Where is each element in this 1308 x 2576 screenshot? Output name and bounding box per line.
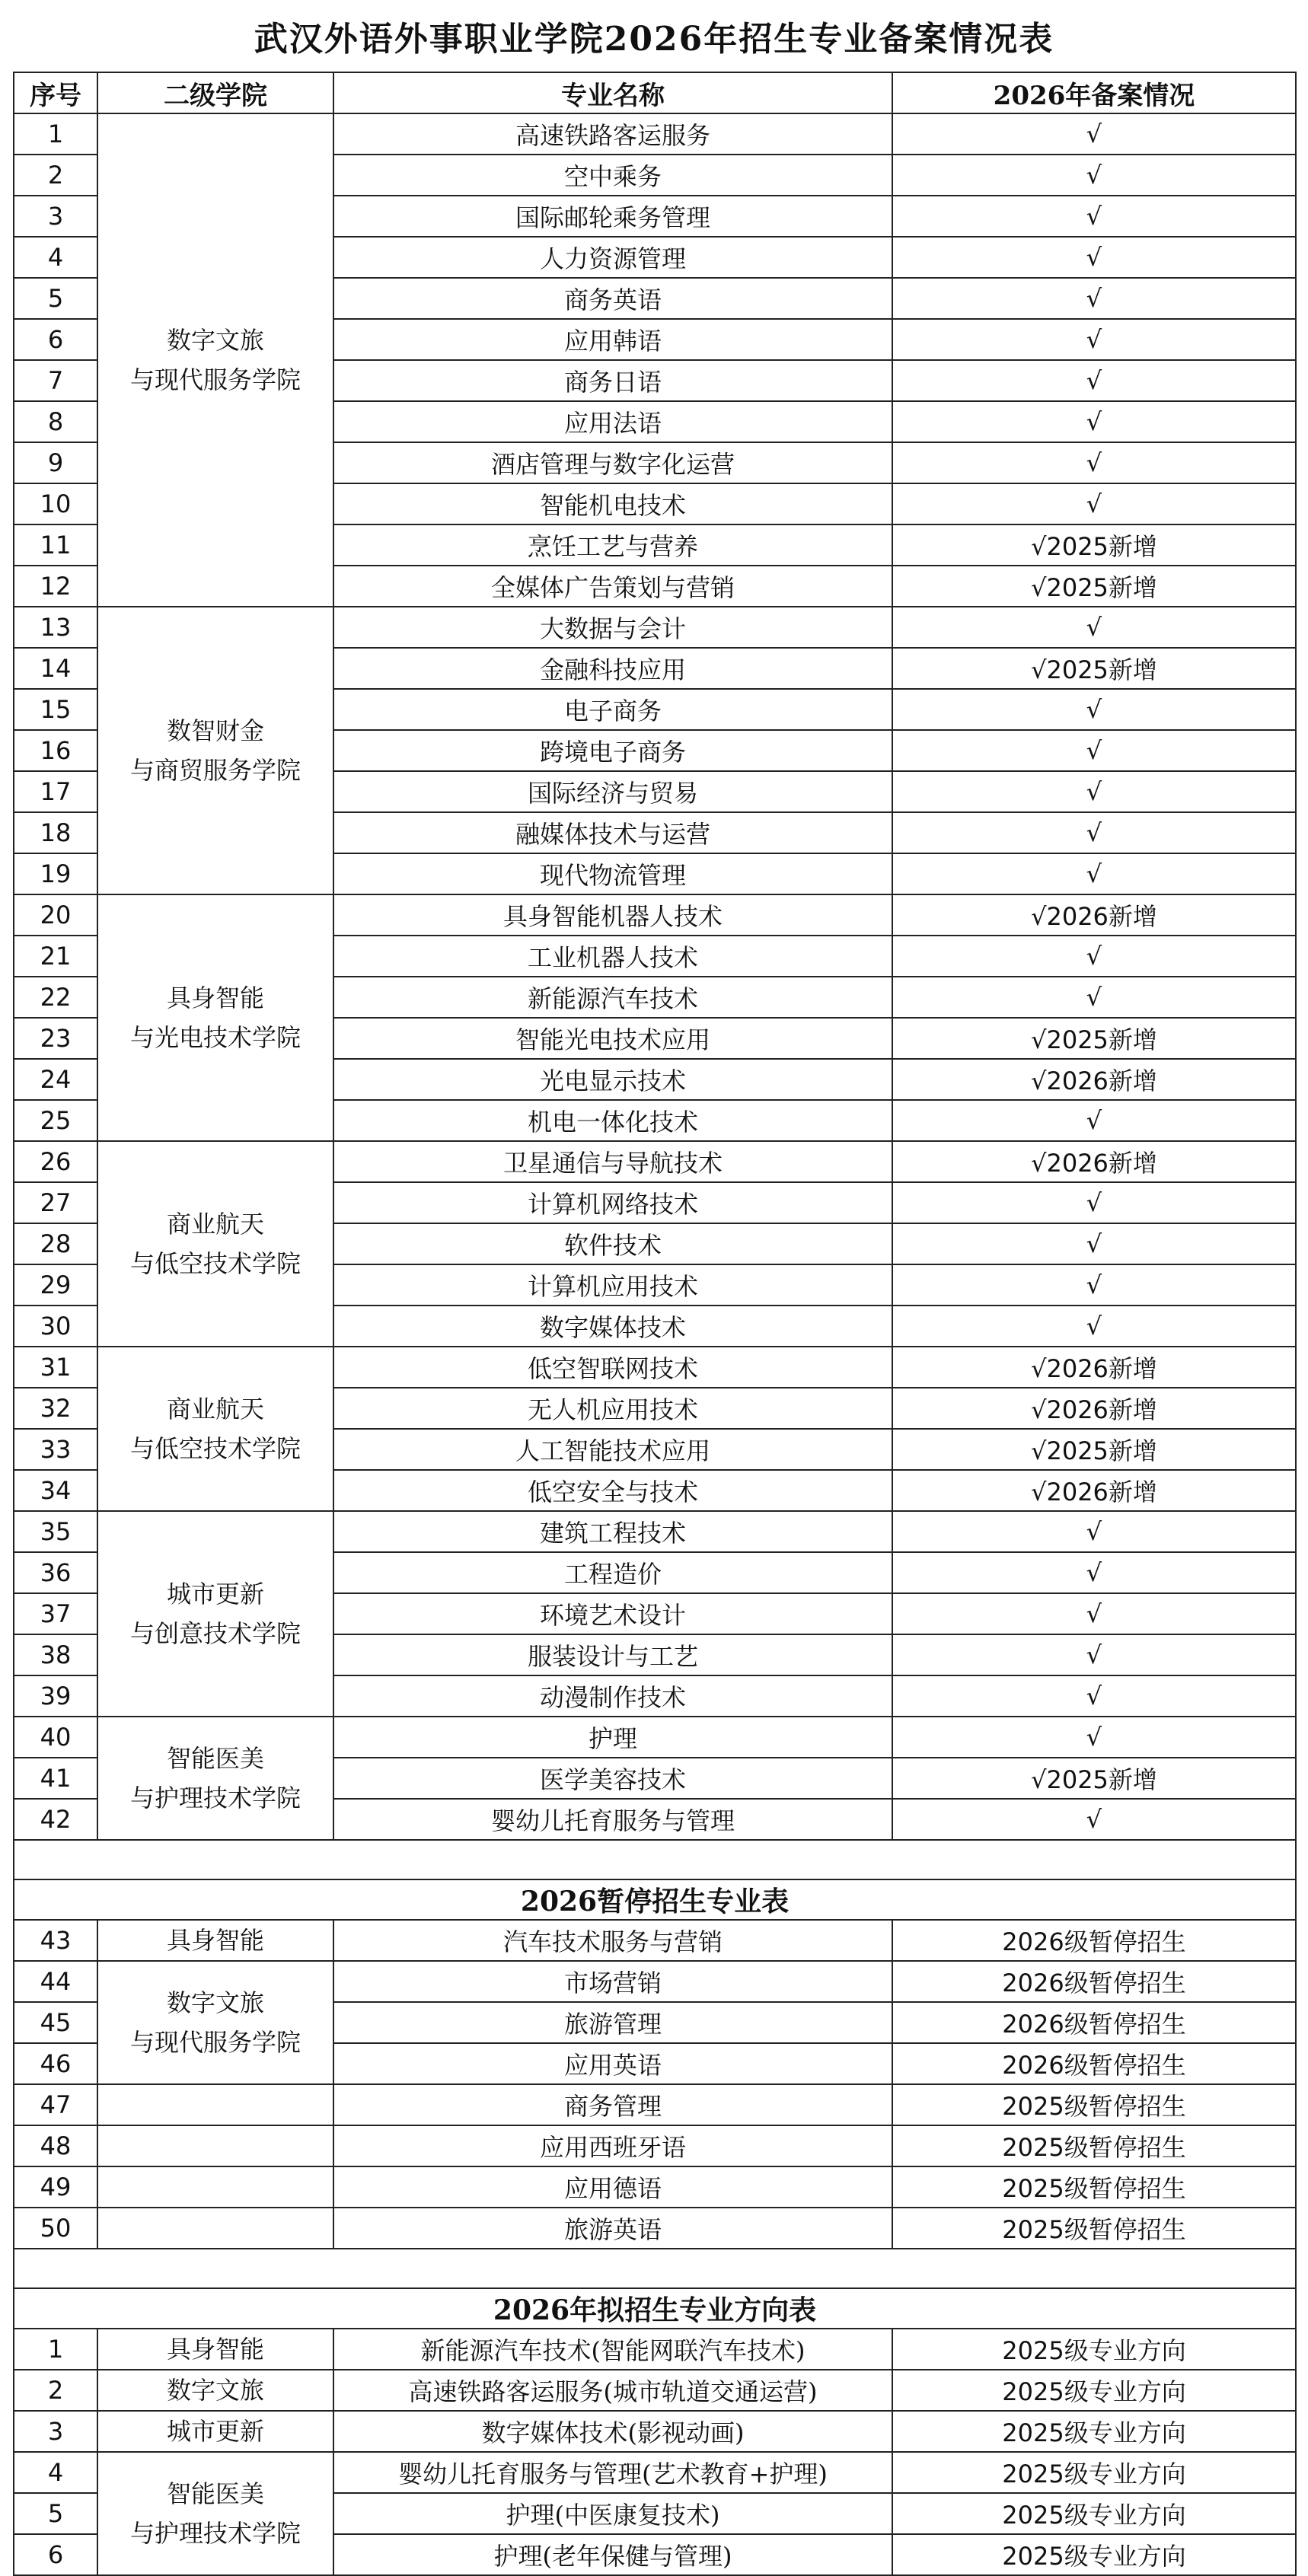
major-name: 现代物流管理: [333, 853, 892, 894]
table-row: [14, 607, 1296, 648]
filing-status: √: [892, 319, 1296, 360]
major-name: 建筑工程技术: [333, 1511, 892, 1552]
filing-status: 2025级专业方向: [892, 2493, 1296, 2534]
spacer-row: [14, 1840, 1296, 1879]
major-name: 高速铁路客运服务(城市轨道交通运营): [333, 2370, 892, 2411]
row-number: 4: [14, 2452, 97, 2493]
filing-status: √2026新增: [892, 1059, 1296, 1100]
row-number: 35: [14, 1511, 97, 1552]
major-name: 低空智联网技术: [333, 1347, 892, 1388]
row-number: 9: [14, 442, 97, 483]
filing-status: √: [892, 401, 1296, 442]
filing-status: √: [892, 1717, 1296, 1758]
row-number: 1: [14, 2329, 97, 2370]
college-cell: [97, 1511, 333, 1717]
filing-status: √: [892, 155, 1296, 196]
major-name: 人工智能技术应用: [333, 1429, 892, 1470]
row-number: 16: [14, 730, 97, 771]
majors-table: [13, 72, 1297, 2576]
filing-status: √2025新增: [892, 1758, 1296, 1799]
major-name: 旅游管理: [333, 2002, 892, 2043]
main-table-body: [14, 113, 1296, 1840]
row-number: 2: [14, 155, 97, 196]
filing-status: √: [892, 1264, 1296, 1306]
filing-status: √: [892, 936, 1296, 977]
row-number: 2: [14, 2370, 97, 2411]
row-number: 40: [14, 1717, 97, 1758]
major-name: 护理(老年保健与管理): [333, 2534, 892, 2575]
college-name-line: 智能医美: [166, 1744, 264, 1773]
table-row: [14, 1347, 1296, 1388]
major-name: 新能源汽车技术: [333, 977, 892, 1018]
row-number: 29: [14, 1264, 97, 1306]
filing-status: √2025新增: [892, 1429, 1296, 1470]
college-name-line: 数字文旅: [166, 1988, 264, 2017]
college-cell: [97, 1347, 333, 1511]
row-number: 6: [14, 319, 97, 360]
filing-status: √: [892, 196, 1296, 237]
row-number: 45: [14, 2002, 97, 2043]
filing-status: √: [892, 853, 1296, 894]
major-name: 计算机应用技术: [333, 1264, 892, 1306]
table-row: [14, 894, 1296, 936]
filing-status: √2025新增: [892, 566, 1296, 607]
filing-status: √: [892, 1100, 1296, 1141]
filing-status: 2025级专业方向: [892, 2370, 1296, 2411]
table-row: [14, 2452, 1296, 2493]
row-number: 23: [14, 1018, 97, 1059]
filing-status: 2026级暂停招生: [892, 1961, 1296, 2002]
row-number: 20: [14, 894, 97, 936]
table-row: [14, 2084, 1296, 2125]
row-number: 41: [14, 1758, 97, 1799]
row-number: 39: [14, 1675, 97, 1717]
major-name: 融媒体技术与运营: [333, 812, 892, 853]
college-cell: [97, 2452, 333, 2575]
table-row: [14, 2208, 1296, 2249]
major-name: 智能机电技术: [333, 483, 892, 524]
college-cell: [97, 894, 333, 1141]
filing-status: 2025级暂停招生: [892, 2166, 1296, 2208]
filing-status: √: [892, 278, 1296, 319]
filing-status: 2026级暂停招生: [892, 2002, 1296, 2043]
filing-status: √2025新增: [892, 1018, 1296, 1059]
header-no: 序号: [14, 72, 97, 113]
college-cell: 数字文旅: [97, 2370, 333, 2411]
filing-status: √: [892, 113, 1296, 155]
table-row: [14, 2370, 1296, 2411]
major-name: 医学美容技术: [333, 1758, 892, 1799]
major-name: 应用韩语: [333, 319, 892, 360]
filing-status: 2025级专业方向: [892, 2534, 1296, 2575]
row-number: 46: [14, 2043, 97, 2084]
filing-status: √2025新增: [892, 524, 1296, 566]
college-name-line: 城市更新: [166, 1580, 264, 1608]
major-name: 软件技术: [333, 1223, 892, 1264]
major-name: 酒店管理与数字化运营: [333, 442, 892, 483]
filing-status: 2025级暂停招生: [892, 2208, 1296, 2249]
filing-status: √: [892, 1675, 1296, 1717]
filing-status: 2026级暂停招生: [892, 1920, 1296, 1961]
page-title: 武汉外语外事职业学院2026年招生专业备案情况表: [254, 20, 1054, 59]
major-name: 应用英语: [333, 2043, 892, 2084]
row-number: 24: [14, 1059, 97, 1100]
row-number: 44: [14, 1961, 97, 2002]
filing-status: 2025级专业方向: [892, 2329, 1296, 2370]
filing-status: √: [892, 360, 1296, 401]
major-name: 机电一体化技术: [333, 1100, 892, 1141]
header-status: 2026年备案情况: [892, 72, 1296, 113]
major-name: 全媒体广告策划与营销: [333, 566, 892, 607]
major-name: 跨境电子商务: [333, 730, 892, 771]
suspended-section-title-row: [14, 1879, 1296, 1920]
suspended-section-title: 2026暂停招生专业表: [14, 1879, 1296, 1920]
major-name: 应用西班牙语: [333, 2125, 892, 2166]
college-name-line: 与护理技术学院: [129, 1784, 301, 1812]
filing-status: 2025级暂停招生: [892, 2084, 1296, 2125]
major-name: 金融科技应用: [333, 648, 892, 689]
row-number: 26: [14, 1141, 97, 1182]
row-number: 42: [14, 1799, 97, 1840]
major-name: 应用德语: [333, 2166, 892, 2208]
college-cell: [97, 1961, 333, 2084]
filing-status: √: [892, 812, 1296, 853]
major-name: 护理: [333, 1717, 892, 1758]
filing-status: √2026新增: [892, 1470, 1296, 1511]
college-cell: 具身智能: [97, 2329, 333, 2370]
filing-status: √: [892, 1799, 1296, 1840]
header-row: [14, 72, 1296, 113]
major-name: 国际经济与贸易: [333, 771, 892, 812]
table-row: [14, 1920, 1296, 1961]
major-name: 人力资源管理: [333, 237, 892, 278]
filing-status: √: [892, 237, 1296, 278]
major-name: 智能光电技术应用: [333, 1018, 892, 1059]
row-number: 22: [14, 977, 97, 1018]
college-cell-empty: [97, 2125, 333, 2166]
row-number: 37: [14, 1593, 97, 1634]
major-name: 数字媒体技术: [333, 1306, 892, 1347]
row-number: 31: [14, 1347, 97, 1388]
spacer-cell: [14, 2249, 1296, 2288]
major-name: 空中乘务: [333, 155, 892, 196]
header-college: 二级学院: [97, 72, 333, 113]
row-number: 17: [14, 771, 97, 812]
row-number: 25: [14, 1100, 97, 1141]
row-number: 38: [14, 1634, 97, 1675]
college-name-line: 与低空技术学院: [129, 1434, 301, 1463]
major-name: 数字媒体技术(影视动画): [333, 2411, 892, 2452]
filing-status: √2026新增: [892, 1388, 1296, 1429]
row-number: 10: [14, 483, 97, 524]
college-cell: [97, 1141, 333, 1347]
row-number: 3: [14, 2411, 97, 2452]
row-number: 30: [14, 1306, 97, 1347]
college-cell-empty: [97, 2208, 333, 2249]
college-name-line: 与商贸服务学院: [129, 756, 301, 785]
table-row: [14, 2411, 1296, 2452]
row-number: 43: [14, 1920, 97, 1961]
row-number: 7: [14, 360, 97, 401]
college-name-line: 商业航天: [166, 1210, 264, 1239]
major-name: 汽车技术服务与营销: [333, 1920, 892, 1961]
major-name: 光电显示技术: [333, 1059, 892, 1100]
college-cell-empty: [97, 2166, 333, 2208]
row-number: 36: [14, 1552, 97, 1593]
major-name: 卫星通信与导航技术: [333, 1141, 892, 1182]
major-name: 市场营销: [333, 1961, 892, 2002]
major-name: 新能源汽车技术(智能网联汽车技术): [333, 2329, 892, 2370]
row-number: 15: [14, 689, 97, 730]
filing-status: √: [892, 977, 1296, 1018]
filing-status: √2026新增: [892, 1141, 1296, 1182]
filing-status: √: [892, 771, 1296, 812]
major-name: 应用法语: [333, 401, 892, 442]
major-name: 旅游英语: [333, 2208, 892, 2249]
table-row: [14, 2329, 1296, 2370]
college-name-line: 具身智能: [166, 984, 264, 1012]
major-name: 工业机器人技术: [333, 936, 892, 977]
table-row: [14, 1141, 1296, 1182]
table-row: [14, 1511, 1296, 1552]
major-name: 电子商务: [333, 689, 892, 730]
table-row: [14, 1717, 1296, 1758]
suspended-table-body: [14, 1840, 1296, 2249]
filing-status: 2026级暂停招生: [892, 2043, 1296, 2084]
row-number: 14: [14, 648, 97, 689]
college-cell: 城市更新: [97, 2411, 333, 2452]
table-row: [14, 1961, 1296, 2002]
major-name: 高速铁路客运服务: [333, 113, 892, 155]
row-number: 4: [14, 237, 97, 278]
filing-status: √: [892, 607, 1296, 648]
filing-status: √2025新增: [892, 648, 1296, 689]
college-name-line: 数字文旅: [166, 326, 264, 355]
major-name: 环境艺术设计: [333, 1593, 892, 1634]
spacer-row: [14, 2249, 1296, 2288]
row-number: 8: [14, 401, 97, 442]
row-number: 49: [14, 2166, 97, 2208]
major-name: 大数据与会计: [333, 607, 892, 648]
filing-status: √: [892, 1511, 1296, 1552]
row-number: 47: [14, 2084, 97, 2125]
college-cell: [97, 1717, 333, 1840]
major-name: 商务管理: [333, 2084, 892, 2125]
row-number: 3: [14, 196, 97, 237]
row-number: 34: [14, 1470, 97, 1511]
filing-status: √: [892, 483, 1296, 524]
row-number: 21: [14, 936, 97, 977]
filing-status: √2026新增: [892, 894, 1296, 936]
filing-status: √2026新增: [892, 1347, 1296, 1388]
row-number: 19: [14, 853, 97, 894]
major-name: 商务日语: [333, 360, 892, 401]
college-name-line: 数智财金: [166, 716, 264, 745]
filing-status: √: [892, 1182, 1296, 1223]
college-name-line: 与现代服务学院: [129, 365, 301, 394]
filing-status: 2025级专业方向: [892, 2452, 1296, 2493]
row-number: 50: [14, 2208, 97, 2249]
major-name: 计算机网络技术: [333, 1182, 892, 1223]
table-row: [14, 113, 1296, 155]
college-name-line: 智能医美: [166, 2479, 264, 2508]
direction-section-title-row: [14, 2288, 1296, 2329]
filing-status: √: [892, 730, 1296, 771]
direction-section-title: 2026年拟招生专业方向表: [14, 2288, 1296, 2329]
major-name: 动漫制作技术: [333, 1675, 892, 1717]
row-number: 1: [14, 113, 97, 155]
row-number: 33: [14, 1429, 97, 1470]
row-number: 5: [14, 2493, 97, 2534]
college-name-line: 商业航天: [166, 1395, 264, 1423]
row-number: 27: [14, 1182, 97, 1223]
filing-status: √: [892, 442, 1296, 483]
major-name: 护理(中医康复技术): [333, 2493, 892, 2534]
direction-table-body: [14, 2249, 1296, 2575]
filing-status: 2025级暂停招生: [892, 2125, 1296, 2166]
major-name: 服装设计与工艺: [333, 1634, 892, 1675]
filing-status: 2025级专业方向: [892, 2411, 1296, 2452]
filing-status: √: [892, 1223, 1296, 1264]
table-row: [14, 2166, 1296, 2208]
major-name: 工程造价: [333, 1552, 892, 1593]
filing-status: √: [892, 1552, 1296, 1593]
filing-status: √: [892, 1593, 1296, 1634]
row-number: 28: [14, 1223, 97, 1264]
row-number: 11: [14, 524, 97, 566]
row-number: 6: [14, 2534, 97, 2575]
major-name: 婴幼儿托育服务与管理: [333, 1799, 892, 1840]
college-name-line: 与创意技术学院: [129, 1619, 301, 1648]
document: [13, 8, 1295, 2576]
row-number: 48: [14, 2125, 97, 2166]
filing-status: √: [892, 1306, 1296, 1347]
major-name: 烹饪工艺与营养: [333, 524, 892, 566]
college-cell: [97, 113, 333, 607]
filing-status: √: [892, 1634, 1296, 1675]
header-major: 专业名称: [333, 72, 892, 113]
row-number: 5: [14, 278, 97, 319]
college-cell: [97, 607, 333, 894]
college-name-line: 与低空技术学院: [129, 1249, 301, 1278]
row-number: 18: [14, 812, 97, 853]
college-name-line: 与现代服务学院: [129, 2028, 301, 2057]
major-name: 无人机应用技术: [333, 1388, 892, 1429]
college-cell: 具身智能: [97, 1920, 333, 1961]
major-name: 低空安全与技术: [333, 1470, 892, 1511]
filing-status: √: [892, 689, 1296, 730]
major-name: 国际邮轮乘务管理: [333, 196, 892, 237]
major-name: 婴幼儿托育服务与管理(艺术教育+护理): [333, 2452, 892, 2493]
major-name: 具身智能机器人技术: [333, 894, 892, 936]
spacer-cell: [14, 1840, 1296, 1879]
major-name: 商务英语: [333, 278, 892, 319]
college-name-line: 与护理技术学院: [129, 2519, 301, 2548]
college-cell-empty: [97, 2084, 333, 2125]
row-number: 13: [14, 607, 97, 648]
college-name-line: 与光电技术学院: [129, 1023, 301, 1052]
row-number: 12: [14, 566, 97, 607]
table-row: [14, 2125, 1296, 2166]
row-number: 32: [14, 1388, 97, 1429]
